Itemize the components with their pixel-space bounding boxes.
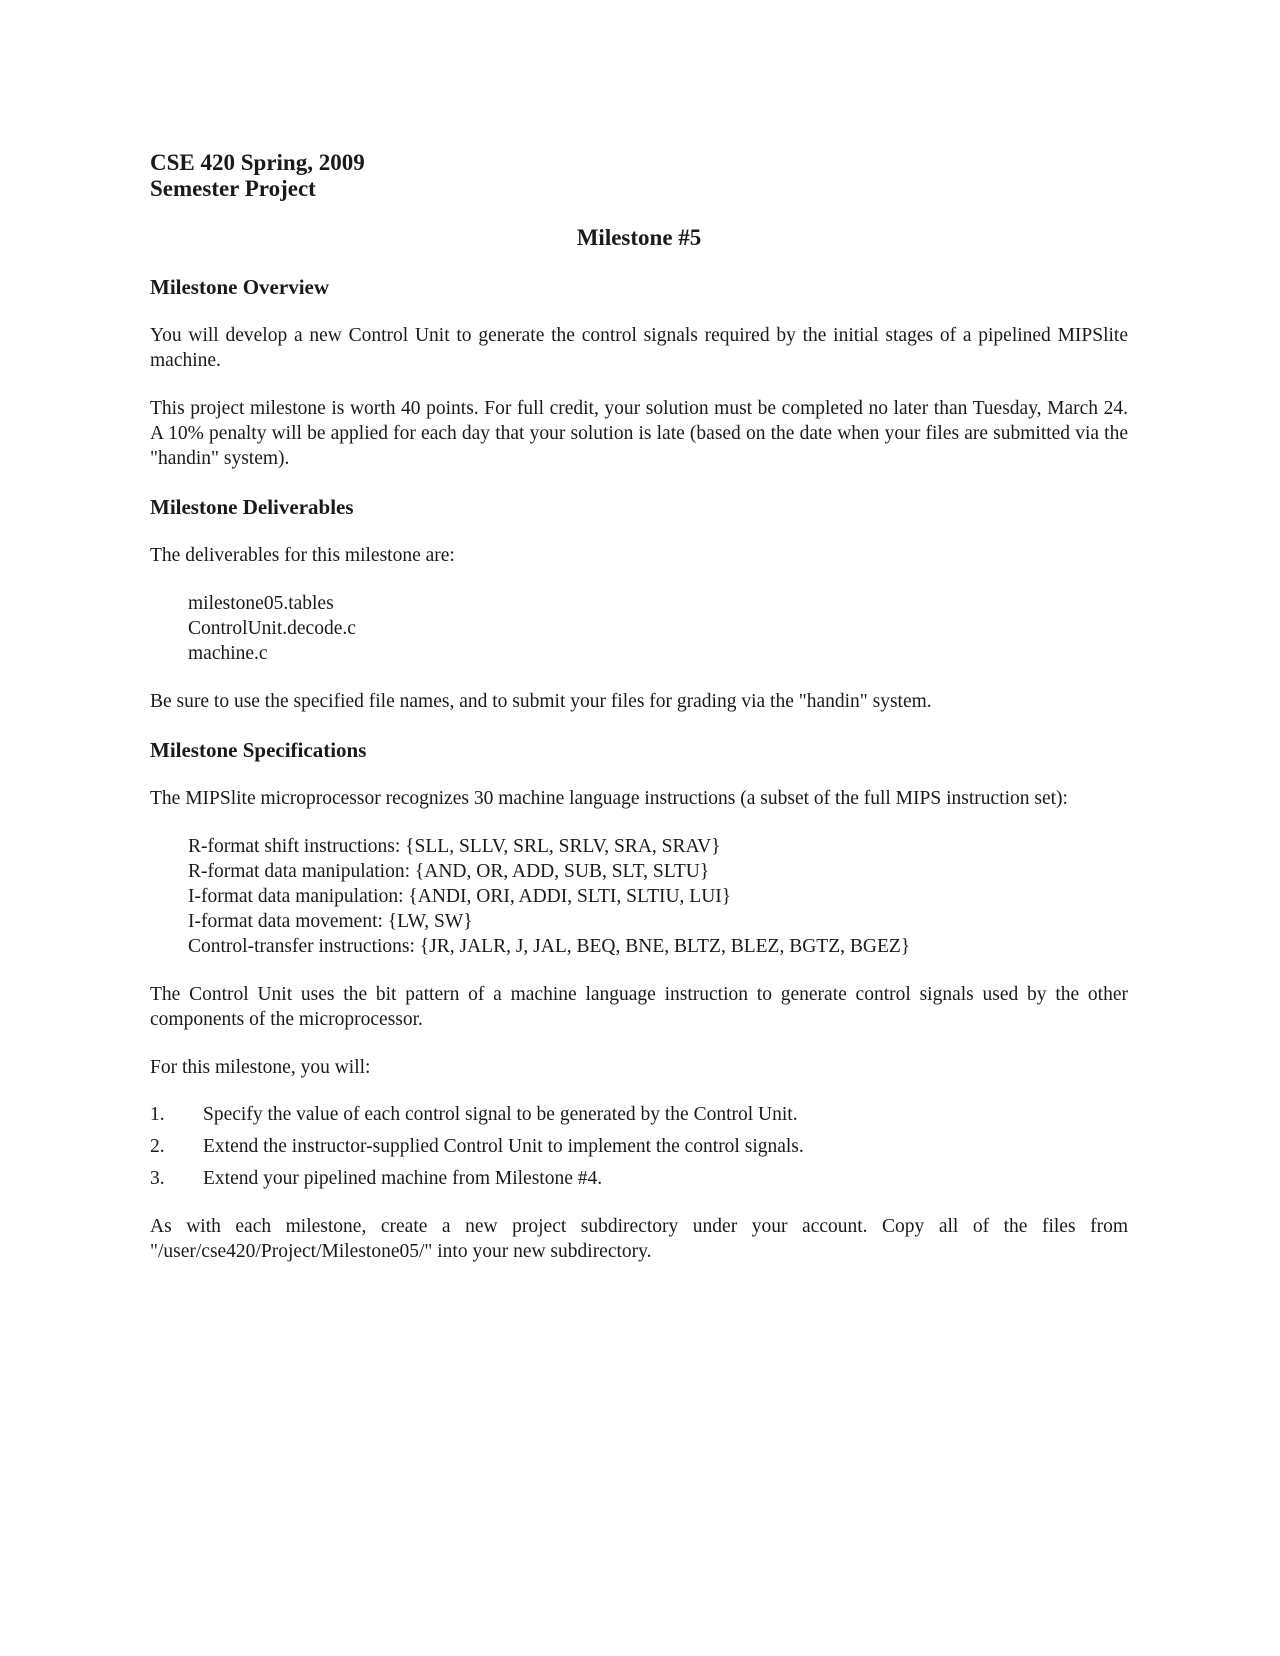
list-item: R-format shift instructions: {SLL, SLLV, SRL, SRLV, SRA, SRAV}	[188, 836, 721, 857]
overview-paragraph-1: You will develop a new Control Unit to generate the control signals required by the initial stages of a pipelined MIPSlite machine.	[150, 325, 1128, 371]
deliverables-intro: The deliverables for this milestone are:	[150, 545, 455, 566]
project-title: Semester Project	[150, 176, 316, 201]
list-item: I-format data movement: {LW, SW}	[188, 911, 473, 932]
instruction-group-list	[188, 834, 1128, 959]
list-item: I-format data manipulation: {ANDI, ORI, ADDI, SLTI, SLTIU, LUI}	[188, 886, 732, 907]
specifications-intro: The MIPSlite microprocessor recognizes 30 machine language instructions (a subset of the full MIPS instruction set):	[150, 788, 1068, 809]
list-item: milestone05.tables	[188, 593, 334, 614]
task-number: 3.	[150, 1168, 165, 1189]
list-item: ControlUnit.decode.c	[188, 618, 356, 639]
closing-paragraph: As with each milestone, create a new project subdirectory under your account. Copy all of the files from "/user/cse420/Project/Milestone05/" into your new subdirectory.	[150, 1216, 1128, 1262]
list-item	[150, 1166, 1128, 1191]
tasks-intro: For this milestone, you will:	[150, 1057, 371, 1078]
deliverables-heading: Milestone Deliverables	[150, 495, 354, 519]
task-text: Specify the value of each control signal to be generated by the Control Unit.	[203, 1104, 798, 1125]
control-unit-paragraph: The Control Unit uses the bit pattern of a machine language instruction to generate control signals used by the other components of the microprocessor.	[150, 984, 1128, 1030]
course-title: CSE 420 Spring, 2009	[150, 150, 365, 175]
specifications-heading: Milestone Specifications	[150, 738, 367, 762]
deliverables-file-list	[188, 591, 1128, 666]
deliverables-note: Be sure to use the specified file names, and to submit your files for grading via the "handin" system.	[150, 691, 932, 712]
overview-heading: Milestone Overview	[150, 275, 330, 299]
task-number: 2.	[150, 1136, 165, 1157]
task-text: Extend the instructor-supplied Control Unit to implement the control signals.	[203, 1136, 804, 1157]
task-number: 1.	[150, 1104, 165, 1125]
list-item: Control-transfer instructions: {JR, JALR, J, JAL, BEQ, BNE, BLTZ, BLEZ, BGTZ, BGEZ}	[188, 936, 911, 957]
list-item: machine.c	[188, 643, 268, 664]
list-item: R-format data manipulation: {AND, OR, ADD, SUB, SLT, SLTU}	[188, 861, 710, 882]
list-item	[150, 1102, 1128, 1127]
list-item	[150, 1134, 1128, 1159]
document-page	[150, 150, 1128, 1264]
milestone-title: Milestone #5	[576, 225, 702, 250]
overview-paragraph-2: This project milestone is worth 40 points. For full credit, your solution must be completed no later than Tuesday, March 24. A 10% penalty will be applied for each day that your solution is late (based on the date when your files are submitted via the "handin" system).	[150, 398, 1128, 469]
task-list	[150, 1102, 1128, 1191]
task-text: Extend your pipelined machine from Milestone #4.	[203, 1168, 603, 1189]
